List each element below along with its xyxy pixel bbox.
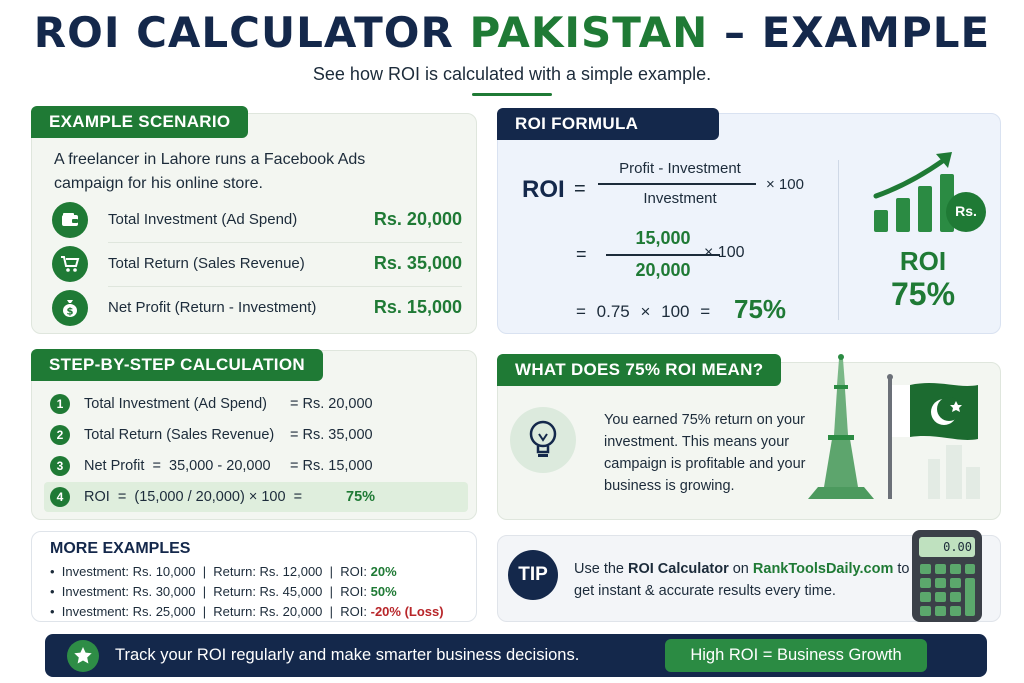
example-roi-label: ROI: [340,604,367,619]
scenario-row-return [52,246,462,282]
formula-denominator-value: 20,000 [635,260,691,280]
formula-side-value: 75% [890,276,956,312]
scenario-tag: EXAMPLE SCENARIO [31,106,248,138]
minar-flag-illustration [788,349,998,517]
tip-site-link[interactable]: RankToolsDaily.com [752,561,894,577]
row-divider [108,242,462,243]
step-number: 1 [50,394,70,414]
star-icon [67,640,99,672]
subtitle-divider [472,93,552,96]
formula-numerator: Profit - Investment [619,160,741,177]
scenario-row-investment [52,202,462,238]
example-roi: 50% [370,584,397,599]
step-result: = Rs. 35,000 [290,427,373,443]
example-item: • Investment: Rs. 30,000 | Return: Rs. 45,000 | ROI: 50% [50,584,397,599]
steps-panel [31,350,477,520]
formula-denominator: Investment [643,190,717,207]
example-item: • Investment: Rs. 10,000 | Return: Rs. 12,000 | ROI: 20% [50,564,397,579]
formula-equals-2: = [576,244,587,264]
lightbulb-icon [510,407,576,473]
example-roi-label: ROI: [340,584,367,599]
fraction-bar [606,254,720,256]
tip-text-3: to get instant & accurate results every time. [574,561,910,599]
step-result: = Rs. 20,000 [290,396,373,412]
step-text: Net Profit = 35,000 - 20,000 [84,458,271,474]
formula-divider [838,160,839,320]
scenario-description: A freelancer in Lahore runs a Facebook Ads campaign for his online store. [54,151,366,192]
footer-text: Track your ROI regularly and make smarter business decisions. [115,646,580,664]
title-part-2: PAKISTAN [469,8,709,57]
row-divider [108,286,462,287]
example-return: Return: Rs. 45,000 [213,584,323,599]
example-investment: Investment: Rs. 10,000 [61,564,196,579]
steps-tag: STEP-BY-STEP CALCULATION [31,349,323,381]
step-row-highlighted [44,482,468,512]
example-investment: Investment: Rs. 30,000 [61,584,196,599]
tip-badge: TIP [508,550,558,600]
formula-numerator-value: 15,000 [635,228,691,248]
svg-text:$: $ [66,306,74,318]
meaning-panel [497,362,1001,520]
more-examples-title: MORE EXAMPLES [50,540,191,557]
page-subtitle: See how ROI is calculated with a simple example. [312,64,712,84]
example-roi-label: ROI: [340,564,367,579]
formula-result: 75% [734,294,787,324]
tip-text-2: on [728,561,753,577]
step-row [44,389,468,419]
step-number: 4 [50,487,70,507]
step-text: Total Investment (Ad Spend) [84,396,267,412]
example-return: Return: Rs. 20,000 [213,604,323,619]
example-return: Return: Rs. 12,000 [213,564,323,579]
footer-banner [45,634,987,677]
step-row [44,420,468,450]
more-examples-panel [31,531,477,622]
formula-equals: = [574,178,586,200]
formula-times-100-2: × 100 [704,244,745,261]
example-investment: Investment: Rs. 25,000 [61,604,196,619]
step-result: = Rs. 15,000 [290,458,373,474]
footer-badge: High ROI = Business Growth [665,639,927,672]
calculator-display: 0.00 [943,540,972,554]
step-text: Total Return (Sales Revenue) [84,427,275,443]
tip-bold: ROI Calculator [628,561,729,577]
formula-side-label: ROI [899,246,947,276]
formula-line-3: = 0.75 × 100 = [576,302,711,321]
step-number: 3 [50,456,70,476]
step-number: 2 [50,425,70,445]
wallet-icon [52,202,88,238]
scenario-row-value: Rs. 15,000 [373,297,462,317]
cart-icon [52,246,88,282]
formula-tag: ROI FORMULA [497,108,719,140]
example-roi-loss: -20% (Loss) [370,604,444,619]
fraction-bar [598,183,756,185]
title-part-3: – EXAMPLE [723,8,991,57]
formula-times-100: × 100 [766,176,804,193]
step-row [44,451,468,481]
scenario-row-label: Net Profit (Return - Investment) [108,299,317,316]
step-text: ROI = (15,000 / 20,000) × 100 = [84,489,303,505]
step-result: 75% [346,489,376,505]
formula-panel [497,113,1001,334]
currency-badge: Rs. [955,203,977,219]
scenario-row-profit [52,290,462,326]
growth-chart-icon [870,146,988,238]
tip-text [574,558,914,602]
tip-text-1: Use the [574,561,628,577]
example-roi: 20% [370,564,397,579]
meaning-tag: WHAT DOES 75% ROI MEAN? [497,354,781,386]
meaning-text: You earned 75% return on your investment. This means your campaign is profitable and your business is growing. [604,412,806,494]
page-title [0,8,1024,57]
scenario-row-label: Total Investment (Ad Spend) [108,211,298,228]
example-item: • Investment: Rs. 25,000 | Return: Rs. 20,000 | ROI: -20% (Loss) [50,604,444,619]
scenario-row-value: Rs. 35,000 [373,253,462,273]
money-bag-icon [52,290,88,326]
title-part-1: ROI CALCULATOR [33,8,454,57]
formula-roi-label: ROI [522,176,565,203]
tip-panel [497,535,1001,622]
scenario-row-label: Total Return (Sales Revenue) [108,255,305,272]
scenario-row-value: Rs. 20,000 [373,209,462,229]
scenario-panel [31,113,477,334]
